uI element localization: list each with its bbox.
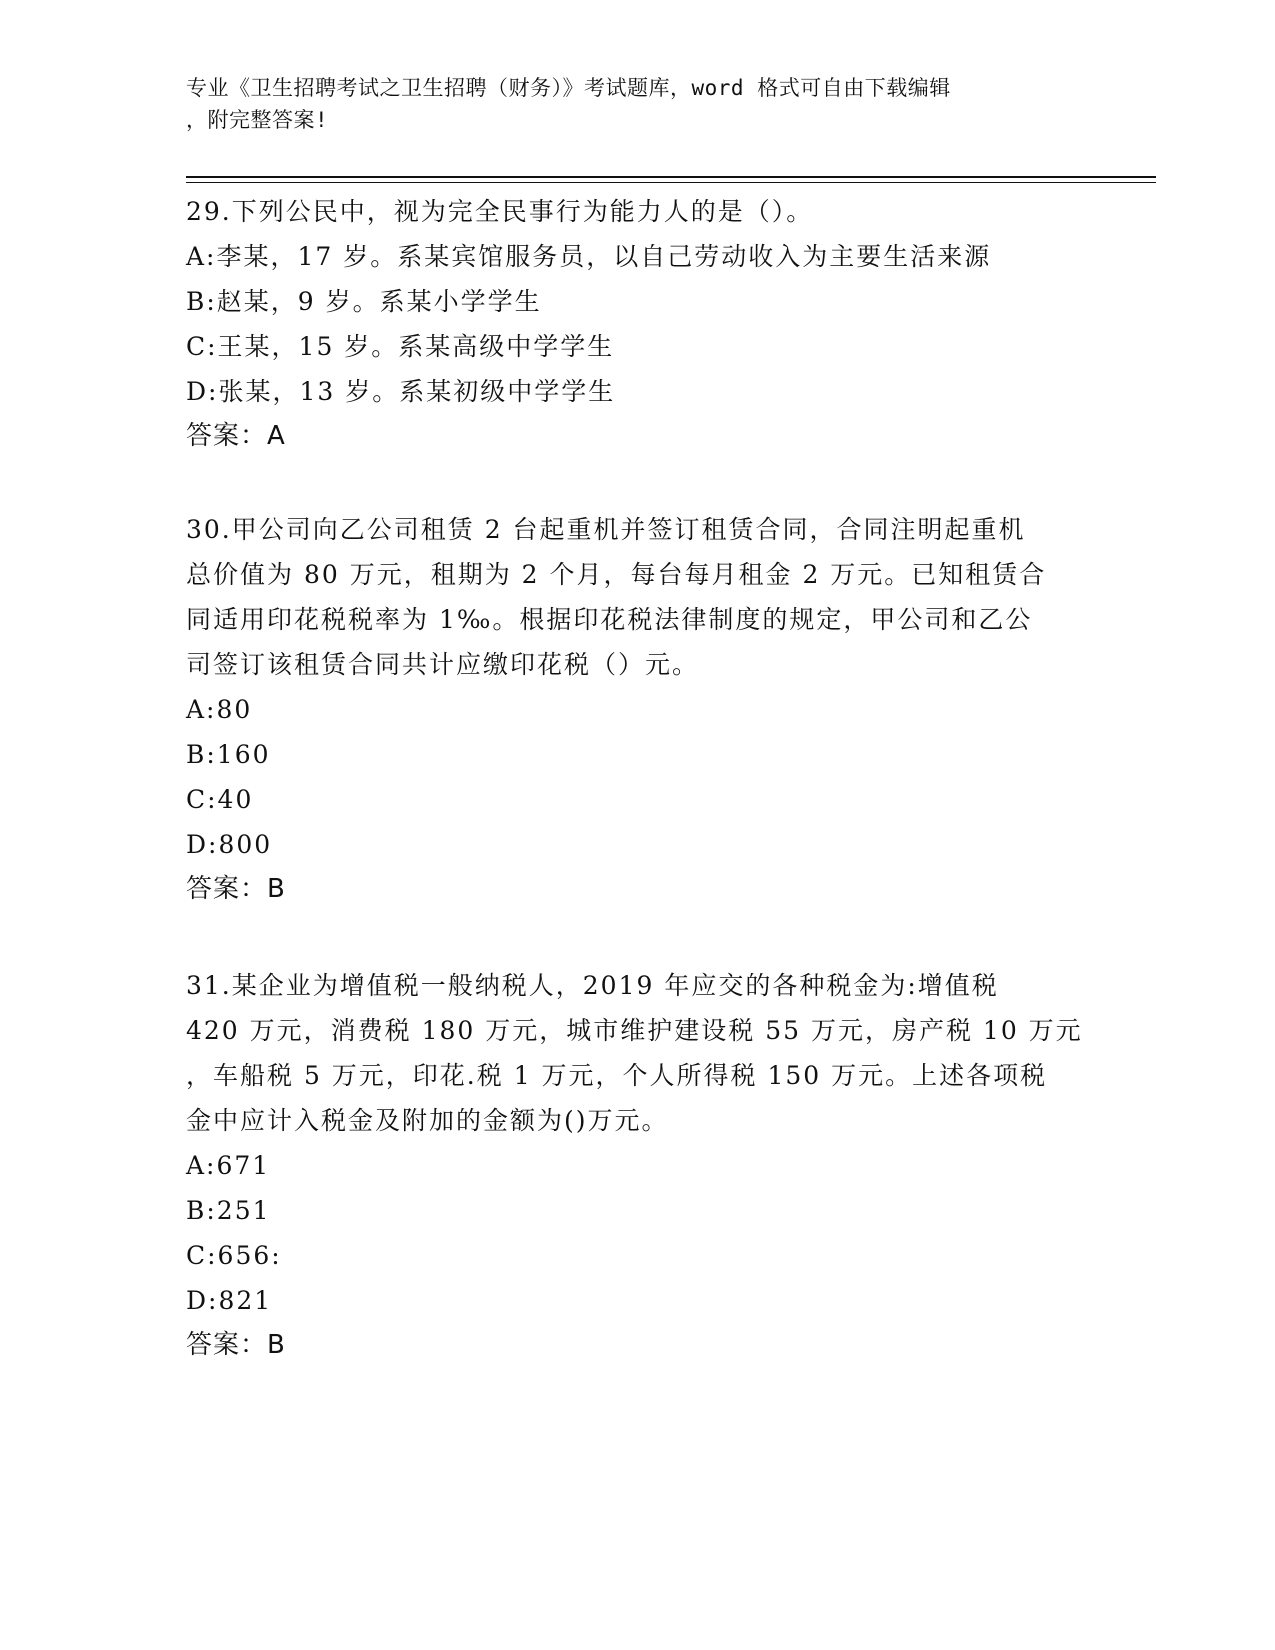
answer: 答案：A xyxy=(186,421,286,451)
question-text: 同适用印花税税率为 1‰。根据印花税法律制度的规定，甲公司和乙公 xyxy=(186,605,1033,634)
question-text: 29.下列公民中，视为完全民事行为能力人的是（）。 xyxy=(186,197,814,226)
question-text: 30.甲公司向乙公司租赁 2 台起重机并签订租赁合同，合同注明起重机 xyxy=(186,515,1026,544)
header-divider-thin xyxy=(186,182,1156,183)
question-text: 金中应计入税金及附加的金额为()万元。 xyxy=(186,1106,669,1135)
header-line: 专业《卫生招聘考试之卫生招聘（财务）》考试题库，word 格式可自由下载编辑 xyxy=(186,76,951,100)
header-divider-thick xyxy=(186,176,1156,178)
option-a: A:671 xyxy=(186,1151,271,1180)
question-text: ，车船税 5 万元，印花.税 1 万元，个人所得税 150 万元。上述各项税 xyxy=(186,1061,1048,1090)
option-b: B:赵某，9 岁。系某小学学生 xyxy=(186,287,542,316)
question-29 xyxy=(186,189,1086,459)
answer: 答案：B xyxy=(186,874,286,904)
header-line: ，附完整答案! xyxy=(186,108,329,132)
question-text: 31.某企业为增值税一般纳税人，2019 年应交的各种税金为:增值税 xyxy=(186,971,999,1000)
option-a: A:李某，17 岁。系某宾馆服务员，以自己劳动收入为主要生活来源 xyxy=(186,242,992,271)
option-a: A:80 xyxy=(186,695,253,724)
option-c: C:656: xyxy=(186,1241,282,1270)
option-b: B:251 xyxy=(186,1196,271,1225)
question-text: 司签订该租赁合同共计应缴印花税（）元。 xyxy=(186,650,700,679)
answer: 答案：B xyxy=(186,1330,286,1360)
option-d: D:821 xyxy=(186,1286,273,1315)
question-30 xyxy=(186,507,1086,912)
option-b: B:160 xyxy=(186,740,271,769)
question-text: 420 万元，消费税 180 万元，城市维护建设税 55 万元，房产税 10 万元 xyxy=(186,1016,1083,1045)
option-c: C:40 xyxy=(186,785,254,814)
document-header xyxy=(186,72,1086,136)
option-d: D:800 xyxy=(186,830,273,859)
option-c: C:王某，15 岁。系某高级中学学生 xyxy=(186,332,615,361)
question-text: 总价值为 80 万元，租期为 2 个月，每台每月租金 2 万元。已知租赁合 xyxy=(186,560,1047,589)
question-31 xyxy=(186,963,1086,1368)
option-d: D:张某，13 岁。系某初级中学学生 xyxy=(186,377,616,406)
